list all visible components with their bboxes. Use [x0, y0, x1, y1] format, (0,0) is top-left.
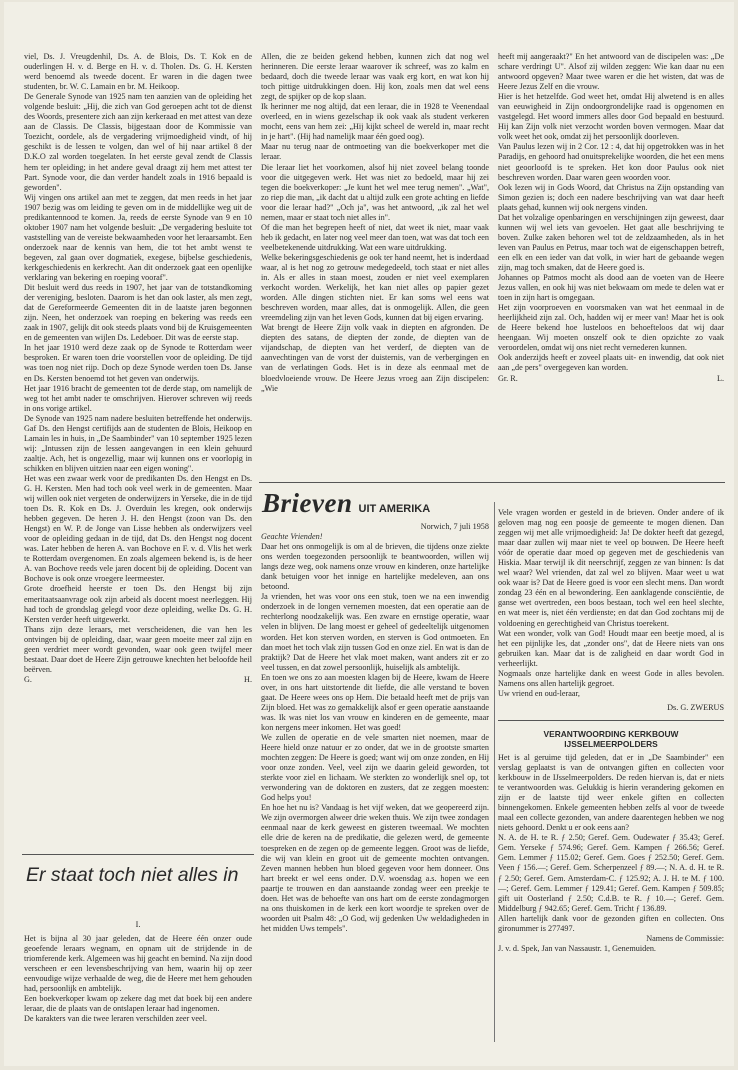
paragraph: Thans zijn deze leraars, met verscheidenen, die van hen les ontvingen bij de opleiding, daar, waar geen moeite meer zal zijn en geen verdriet meer wordt gevonden, waar ook geen twijfel meer bestaat. Daar doet de Heere Zijn getrouwe knechten het beloofde heil beërven. — [24, 624, 252, 674]
signature-initial-right: L. — [716, 373, 724, 383]
paragraph: Het is bijna al 30 jaar geleden, dat de Heere één onzer oude geoefende leraars wegnam, en opnam uit de strijdende in de triomferende kerk. Algemeen was hij geacht en bemind. Na zijn dood verscheen er een levensbeschrijving van hem, waarin hij op zeer eenvoudige wijze verhaalde de weg, die de Heere met hem gehouden had, persoonlijk en ambtelijk. — [24, 934, 252, 994]
paragraph: Wij vingen ons artikel aan met te zeggen, dat men reeds in het jaar 1907 bezig was om leiding te geven om in de middellijke weg uit de predikantennood te komen. Ja, reeds de eerste Synode van 9 en 10 oktober 1907 nam het volgende besluit: „De vergadering besluite tot vaststelling van de vereiste bekwaamheden voor het leraarsambt. Een onderzoek naar de kennis van hem, die tot het ambt wenst te begeven, zal gaan over dogmatiek, exegese, bijbelse geschiedenis, kerkgeschiedenis en kerkrecht. Aan dit onderzoek gaat een openlijke verklaring van bekering en roeping vooraf". — [24, 192, 252, 283]
paragraph: Allen hartelijk dank voor de gezonden giften en collecten. Ons gironummer is 277497. — [498, 913, 724, 933]
column-divider — [494, 502, 495, 1042]
commission-contact: J. v. d. Spek, Jan van Nassaustr. 1, Genemuiden. — [498, 943, 656, 953]
brieven-letter — [261, 522, 489, 934]
paragraph: Het was een zwaar werk voor de predikanten Ds. den Hengst en Ds. G. H. Kersten. Men had toch ook veel werk in de gemeenten. Maar wij willen ook niet vergeten de onderwijzers in Yerseke, die in de tijd toen Ds. R. Kok en Ds. J. Overduin les kregen, ook onderwijs hebben gegeven. De heren J. H. den Hengst (zoon van Ds. den Hengst) en W. P. de Jonge van Lisse hebben als onderwijzers veel voor de opleiding gedaan in de tijd, dat Ds. den Hengst nog docent was. Later hebben de heren A. van Bochove en F. v. d. Vlis het werk te Rotterdam overgenomen. En zoals algemeen bekend is, is de heer A. van Bochove reeds vele jaren docent bij de opleiding. Docent van Bochove is ook onze vroegere leermeester. — [24, 473, 252, 584]
paragraph: Het zijn voorproeven en voorsmaken van wat het eenmaal in de heerlijkheid zijn zal. Och, hadden wij er meer van! Maar het is ook de Heere bekend hoe lusteloos en behoefteloos dat wij daar heengaan. Wij moeten onszelf ook te dien opzichte zo vaak veroordelen, omdat wij ons niet recht vernederen kunnen. — [498, 303, 724, 353]
column-2-article-continuation — [261, 52, 489, 394]
paragraph: Het is al geruime tijd geleden, dat er in „De Saambinder" een verslag geplaatst is van de ontvangen giften en collecten voor kerkbouw in de IJsselmeerpolders. De reden hiervan is, dat er niets te verantwoorden was. Gelukkig is hierin verandering gekomen en zijn er de laatste tijd weer enkele giften en collecten binnengekomen. Enkele gemeenten hebben zelfs al voor de tweede maal een collecte gezonden, van andere daarentegen hebben we nog niets gehoord. Denkt u er ook eens aan? — [498, 752, 724, 833]
donations-list: N. A. de H. te R. ƒ 2.50; Geref. Gem. Oudewater ƒ 35.43; Geref. Gem. Yerseke ƒ 574.96; Geref. Gem. Kampen ƒ 266.56; Geref. Gem. Lemmer ƒ 115.02; Geref. Gem. Goes ƒ 252.50; Geref. Gem. Veen ƒ 156.—; Geref. Gem. Scherpenzeel ƒ 89.—; N. A. d. H. te R. ƒ 2.50; Geref. Gem. Amsterdam-C. ƒ 125.92; A. J. H. te M. ƒ 100.—; Geref. Gem. Lemmer ƒ 129.41; Geref. Gem. Kampen ƒ 509.85; gift uit Oosterland ƒ 2.50; C.d.B. te R. ƒ 10.—; Geref. Gem. Middelburg ƒ 942.65; Geref. Gem. Tricht ƒ 136.89. — [498, 833, 724, 913]
signature-initial-right: H. — [244, 674, 252, 684]
paragraph: Ook lezen wij in Gods Woord, dat Christus na Zijn opstanding van Simon gezien is; doch een nadere beschrijving van wat daar heeft plaats gehad, kunnen wij ook nergens vinden. — [498, 182, 724, 212]
paragraph: Uw vriend en oud-leraar, — [498, 688, 580, 698]
paragraph: De karakters van die twee leraren verschilden zeer veel. — [24, 1014, 207, 1024]
paragraph: Ik herinner me nog altijd, dat een leraar, die in 1928 te Veenendaal overleed, en in wiens gezelschap ik ook vaak als student verkeren mocht, eens van hem zei: „Hij kijkt scheel de wereld in, maar recht in je hart". (Hij had namelijk maar één goed oog). — [261, 102, 489, 142]
paragraph: Ook anderzijds heeft er zoveel plaats uit- en inwendig, dat ook niet aan „de pers" overgegeven kan worden. — [498, 353, 724, 373]
divider-rule — [259, 482, 725, 483]
signature-initial-left: Gr. R. — [498, 373, 518, 383]
paragraph: Het jaar 1916 bracht de gemeenten tot de derde stap, om namelijk de weg tot het ambt nader te omschrijven. Hierover schreven wij reeds in ons vorige artikel. — [24, 383, 252, 413]
paragraph: We zullen de operatie en de vele smarten niet noemen, maar de Heere hield onze natuur er zo onder, dat we in de grootste smarten mochten zeggen: De Heere is goed; want wij om onze zonden, en Hij voor onze zonden. Veel, veel zijn we daarin geleid geworden, tot sterkte voor ziel en lichaam. We sterkten zo wonderlijk snel op, tot verwondering van de doktoren en zusters, dat ze zeggen moesten: God helps you! — [261, 732, 489, 803]
brieven-heading — [262, 488, 490, 519]
paragraph: Wat brengt de Heere Zijn volk vaak in diepten en afgronden. De diepten des satans, de diepten der zonde, de diepten van de vijandschap, de diepten van het verderf, de diepten van de aanvechtingen van de vorst der duisternis, van de verbergingen en van de verlatingen Gods. Het is in deze als eenmaal met de bloedvloeiende vrouw. De Heere Jezus vroeg aan Zijn discipelen: „Wie — [261, 323, 489, 393]
paragraph: Hier is het hetzelfde. God weet het, omdat Hij alwetend is en alles van eeuwigheid in Zijn ondoorgrondelijke raad is opgenomen en vastgelegd. Het woord immers alles door God bepaald en bestuurd. Hij kan Zijn volk niet verzocht worden boven vermogen. Maar dat volk weet het ook, omdat zij het persoonlijk doorleven. — [498, 92, 724, 142]
paragraph: Of die man het begrepen heeft of niet, dat weet ik niet, maar vaak heb ik gedacht, en later nog veel meer dan toen, wat was dat toch een veelbetekenende uitdrukking. Wat een ware uitdrukking. — [261, 222, 489, 252]
paragraph: De Generale Synode van 1925 nam ten aanzien van de opleiding het volgende besluit: „Hij, die zich van God geroepen acht tot de dienst des Woords, presentere zich aan zijn kerkeraad en met attest van deze aan de Classis. De Classis, bijgestaan door de Kommissie van Toezicht, oordele, als de vergadering vrijmoedigheid vindt, of hij geschikt is de lessen te volgen, dan wel of hij naar artikel 8 der D.K.O zal worden toegelaten. In het eerste geval zendt de Classis hem ter opleiding; in het andere geval draagt zij hem met attest ter Part. Synode voor, die dan verder handelt zoals in 1916 bepaald is geworden". — [24, 92, 252, 192]
brieven-letter-continuation — [498, 508, 724, 954]
paragraph: En hoe het nu is? Vandaag is het vijf weken, dat we geopereerd zijn. We zijn overmorgen alweer drie weken thuis. We zijn twee zondagen eenmaal naar de kerk geweest en gisteren tweemaal. We mochten elle drie de keren na de predikatie, die gelezen werd, de gemeente toespreken en de zegen op de gemeente leggen. Groot was de liefde, die wij van klein en groot uit de gemeente mochten ontvangen. Zeven mannen hebben hun bloed gegeven voor hem donneer. Ons hart breekt er wel eens onder. D.V. woensdag a.s. hopen we een paartje te trouwen en dan aanstaande zondag weer een preekje te doen. Het was de behoefte van ons hart om de eerste zondagmorgen na ons thuiskomen in de kerk een kort woordje te spreken over de woorden uit Psalm 48: „O God, wij gedenken Uw weldadigheden in het midden Uws tempels". — [261, 803, 489, 933]
column-3-article-continuation — [498, 52, 724, 384]
paragraph: Grote droefheid heerste er toen Ds. den Hengst bij zijn emeritaatsaanvrage ook zijn arbeid als docent moest neerleggen. Hij had toch de grondslag gelegd voor deze opleiding, welke Ds. G. H. Kersten verder heeft uitgewerkt. — [24, 584, 252, 624]
letter-signature: Ds. G. ZWERUS — [667, 702, 724, 712]
paragraph: Maar nu terug naar de ontmoeting van die boekverkoper met die leraar. — [261, 142, 489, 162]
article-signature — [24, 675, 252, 685]
alles-article — [24, 914, 252, 1024]
commission-label: Namens de Commissie: — [646, 933, 724, 943]
paragraph: Daar het ons onmogelijk is om al de brieven, die tijdens onze ziekte ons werden toegezonden persoonlijk te beantwoorden, willen wij langs deze weg, ook namens onze vrouw en kinderen, onze hartelijke dank betuigen voor het innige en hartelijke medeleven, aan ons betoond. — [261, 542, 489, 592]
paragraph: In het jaar 1910 werd deze zaak op de Synode te Rotterdam weer besproken. Er waren toen drie voorstellen voor de opleiding. De tijd was toen nog niet rijp. Doch op deze Synode werden toen Ds. Janse en Ds. Kersten benoemd tot het geven van onderwijs. — [24, 343, 252, 383]
article-part-numeral: I. — [135, 920, 141, 929]
brieven-subtitle: UIT AMERIKA — [358, 503, 431, 515]
paragraph: Dat het volzalige openbaringen en verschijningen zijn geweest, daar kunnen wij wel iets van gevoelen. Het gaat alle beschrijving te boven. Zulke zaken behoren wel tot de zeldzaamheden, als in het leven van Paulus en Petrus, maar toch wat de eigenschappen betreft, een elk en een ieder van dat volk, in wier hart de gebaande wegen zijn, mag toch smaken, dat de Heere goed is. — [498, 212, 724, 272]
paragraph: En toen we ons zo aan moesten klagen bij de Heere, kwam de Heere over, in ons hart uitstortende dit liefde, die alle verstand te boven gaat. De Heere wees ons op Hem. Die betaald heeft met de prijs van Zijn bloed. Het was zo gemakkelijk alsof er geen operatie aanstaande was. Ik was niet los van vrouw en kinderen en de gemeente, maar kon nergens meer inkomen. Het was goed! — [261, 672, 489, 732]
paragraph: viel, Ds. J. Vreugdenhil, Ds. A. de Blois, Ds. T. Kok en de ouderlingen H. v. d. Berge en H. v. d. Tholen. Ds. G. H. Kersten werd benoemd als tweede docent. Er waren in die dagen twee studenten, br. W. C. Lamain en br. M. Heikoop. — [24, 52, 252, 92]
paragraph: Johannes op Patmos mocht als dood aan de voeten van de Heere Jezus vallen, en ook hij was niet bekwaam om mede te delen wat er toen in zijn hart is omgegaan. — [498, 273, 724, 303]
paragraph: Ja vrienden, het was voor ons een stuk, toen we na een inwendig onderzoek in de longen vernemen moesten, dat een operatie aan de rechterlong noodzakelijk was. Een zware en ernstige operatie, waar velen in blijven. De lang moest er geheel of gedeeltelijk uitgenomen worden. Het kon sterven worden, en sterven is God ontmoeten. En dan moet het toch vlak zijn tussen God en onze ziel. En wat is dan de praktijk? Dat de Heere het vlak moet maken, want anders zit er zo veel tussen, en dat zowel persoonlijk, huiselijk als ambtelijk. — [261, 592, 489, 672]
divider-rule — [22, 854, 254, 855]
verantwoording-subtitle: IJSSELMEERPOLDERS — [564, 738, 658, 749]
newspaper-page — [4, 2, 734, 1066]
paragraph: Van Paulus lezen wij in 2 Cor. 12 : 4, dat hij opgetrokken was in het Paradijs, en gehoord had onuitsprekelijke woorden, die het een mens niet geoorloofd is te spreken. Het kon door Paulus ook niet beschreven worden. Daar waren geen woorden voor. — [498, 142, 724, 182]
verantwoording-title: VERANTWOORDING KERKBOUW — [543, 728, 679, 739]
paragraph: Wat een wonder, volk van God! Houdt maar een beetje moed, al is het een pijnlijke les, dat „zonder ons", dat de Heere niets van ons gebruiken kan. Maar dat is de zaligheid en daar wordt God in verheerlijkt. — [498, 628, 724, 668]
paragraph: Die leraar liet het voorkomen, alsof hij niet zoveel belang toonde voor die uitgegeven werk. Het was niet zo bedoeld, maar hij zei tegen die boekverkoper: „Je kunt het wel mee terug nemen". „Wat", zo riep die man, „ik dacht dat u altijd zulk een grote achting en liefde voor die leraar had?" „Och ja", was het antwoord, „ik zal het wel nemen, maar er staat toch niet alles in". — [261, 162, 489, 222]
article-signature — [498, 374, 724, 384]
paragraph: Allen, die ze beiden gekend hebben, kunnen zich dat nog wel herinneren. Die eerste leraar waarover ik schreef, was zo kalm en bedaard, doch die tweede leraar was vaak erg kort, en wat kon hij toch pittige uitdrukkingen doen. Hij kon, zoals men dat wel eens zegt, de spijker op de kop slaan. — [261, 52, 489, 102]
letter-date: Norwich, 7 juli 1958 — [420, 522, 489, 531]
signature-initial-left: G. — [24, 674, 32, 684]
paragraph: Vele vragen worden er gesteld in de brieven. Onder andere of ik geloven mag nog een poosje de gemeente te mogen dienen. Dan zeggen wij met alle vrijmoedigheid: Ja! De dokter heeft dat gezegd, maar daar zullen wij maar niet te veel op bouwen. De Heere heeft vóór de operatie daar moed op gegeven met de geschiedenis van Hiskia. Maar terwijl ik dit neerschrijf, zeggen ze van binnen: Is dat wel waar? Wel vrienden, dat zal wel zo blijven. Maar weet u wat ook waar is? Dat de Heere goed is voor een slecht mens. Dan wordt zondag 23 één en al bewondering. Een aanklagende consciëntie, de ganse wet overtreden, een boos bestaan, toch wel een heel slechte, en wat meer is, niet één verdienste; en dat dan God zochtans mij de voldoening en gerechtigheid van Christus toerekent. — [498, 508, 724, 628]
paragraph: Nogmaals onze hartelijke dank en weest Gode in alles bevolen. Namens ons allen hartelijk gegroet. — [498, 668, 724, 688]
column-1-article-continuation — [24, 52, 252, 685]
paragraph: heeft mij aangeraakt?" En het antwoord van de discipelen was: „De schare verdringt U". Alsof zij wilden zeggen: Wie kan daar nu een antwoord opgeven? Maar twee waren er die het wisten, dat was de Heere Jezus Zelf en die vrouw. — [498, 52, 724, 92]
paragraph: Een boekverkoper kwam op zekere dag met dat boek bij een andere leraar, die de plaats van de ontslapen leraar had ingenomen. — [24, 994, 252, 1014]
paragraph: Welke bekeringsgeschiedenis ge ook ter hand neemt, het is inderdaad waar, al is het nog zo getrouw medegedeeld, toch staat er niet alles in. Als er alles in staan moest, zouden er niet veel exemplaren verkocht worden. Werkelijk, het kan niet alles op papier gezet worden. Alle dingen stichten niet. Er kan soms wel eens wat beschreven worden, maar alles, dat is onmogelijk. Allen, die geen vreemdeling zijn van het leven Gods, kunnen dat bij eigen ervaring. — [261, 252, 489, 323]
paragraph: Dit besluit werd dus reeds in 1907, het jaar van de totstandkoming der vereniging, besloten. Daarom is het dan ook laster, als men zegt, dat de Gereformeerde Gemeenten dit in de laatste jaren begonnen zijn. Neen, het onderzoek van roeping en bekering was reeds een zaak in 1907, gelijk dit ook steeds plaats vond bij de Kruisgemeenten en de gemeenten van wijlen Ds. Ledeboer. Dit was de eerste stap. — [24, 283, 252, 343]
brieven-title: Brieven — [262, 488, 353, 518]
paragraph: De Synode van 1925 nam nadere besluiten betreffende het onderwijs. Gaf Ds. den Hengst certifijds aan de studenten de Blois, Heikoop en Lamain les in huis, in „De Saambinder" van 10 september 1925 lezen wij: „Intussen zijn de lessen aangevangen in een klein gehuurd zaaltje. Ach, het is ongezellig, maar wij kunnen ons er voorlopig in schikken en blijven uitzien naar een eigen woning". — [24, 413, 252, 473]
alles-heading: Er staat toch niet alles in — [26, 864, 239, 886]
letter-greeting: Geachte Vrienden! — [261, 532, 323, 542]
